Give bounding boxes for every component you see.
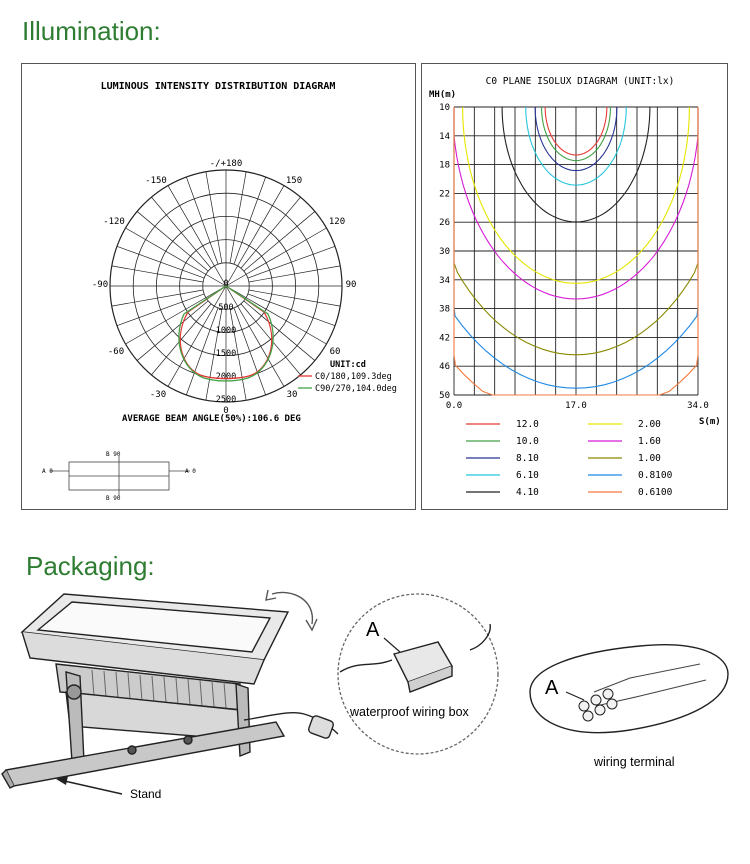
legend-c90: C90/270,104.0deg bbox=[315, 384, 397, 394]
isolux-y-tick: 10 bbox=[439, 103, 450, 113]
inset-right: A 0 bbox=[185, 468, 196, 475]
floodlight-drawing bbox=[2, 590, 338, 788]
isolux-y-tick: 50 bbox=[439, 391, 450, 401]
isolux-y-tick: 38 bbox=[439, 304, 450, 315]
wiring-terminal-drawing bbox=[530, 645, 728, 733]
polar-spoke bbox=[234, 308, 266, 395]
angle-label-m90: -90 bbox=[91, 280, 109, 290]
isolux-y-tick: 42 bbox=[439, 333, 450, 344]
isolux-legend-label: 1.60 bbox=[638, 436, 661, 447]
isolux-legend-label: 1.00 bbox=[638, 453, 661, 464]
polar-title: LUMINOUS INTENSITY DISTRIBUTION DIAGRAM bbox=[100, 81, 336, 92]
beam-angle: AVERAGE BEAM ANGLE(50%):106.6 DEG bbox=[122, 414, 301, 424]
isolux-y-tick: 18 bbox=[439, 160, 450, 171]
label-a-wiring-box: A bbox=[366, 619, 380, 641]
angle-label-60: 60 bbox=[329, 347, 341, 357]
isolux-x-tick: 0.0 bbox=[445, 401, 463, 411]
isolux-legend bbox=[466, 419, 673, 498]
angle-label-90: 90 bbox=[345, 280, 357, 290]
polar-spoke bbox=[151, 304, 211, 375]
isolux-legend-label: 10.0 bbox=[516, 436, 539, 447]
angle-label-0: 0 bbox=[223, 406, 229, 416]
isolux-diagram-panel bbox=[421, 63, 728, 510]
polar-spoke bbox=[230, 172, 246, 263]
isolux-legend-label: 8.10 bbox=[516, 453, 539, 464]
angle-label-180: -/+180 bbox=[209, 159, 243, 169]
inset-diagram bbox=[42, 451, 196, 502]
isolux-legend-label: 12.0 bbox=[516, 419, 539, 430]
polar-spoke bbox=[234, 177, 266, 264]
isolux-diagram bbox=[422, 64, 727, 509]
isolux-legend-label: 2.00 bbox=[638, 419, 661, 430]
ring-label-2500: 2500 bbox=[215, 395, 237, 405]
isolux-x-tick: 17.0 bbox=[565, 401, 587, 411]
polar-spoke bbox=[186, 308, 218, 395]
polar-spoke bbox=[137, 211, 208, 271]
isolux-ylabel: MH(m) bbox=[429, 90, 457, 100]
ring-label-500: 500 bbox=[218, 303, 234, 313]
polar-spoke bbox=[248, 246, 335, 278]
stand-pointer bbox=[56, 776, 122, 794]
polar-spoke bbox=[151, 197, 211, 268]
polar-spoke bbox=[249, 266, 340, 282]
illumination-heading: Illumination: bbox=[22, 16, 161, 46]
angle-label-150: 150 bbox=[285, 176, 303, 186]
polar-spoke bbox=[112, 290, 203, 306]
angle-label-30: 30 bbox=[286, 390, 298, 400]
angle-label-120: 120 bbox=[328, 217, 346, 227]
isolux-x-tick: 34.0 bbox=[687, 401, 709, 411]
isolux-y-tick: 34 bbox=[439, 275, 450, 286]
ring-label-0: 0 bbox=[223, 279, 229, 289]
ring-label-2000: 2000 bbox=[215, 372, 237, 382]
isolux-title: C0 PLANE ISOLUX DIAGRAM (UNIT:lx) bbox=[485, 76, 675, 87]
isolux-xlabel: S(m) bbox=[699, 417, 721, 427]
isolux-legend-label: 4.10 bbox=[516, 487, 539, 498]
inset-top: B 90 bbox=[106, 451, 121, 458]
stand-label: Stand bbox=[130, 787, 162, 801]
polar-spoke bbox=[244, 301, 315, 361]
isolux-legend-label: 0.8100 bbox=[638, 470, 673, 481]
waterproof-label: waterproof wiring box bbox=[350, 705, 469, 719]
isolux-y-tick: 14 bbox=[439, 131, 450, 142]
ring-label-1000: 1000 bbox=[215, 326, 237, 336]
terminal-label: wiring terminal bbox=[594, 755, 675, 769]
polar-diagram-panel bbox=[21, 63, 416, 510]
polar-spoke bbox=[249, 290, 340, 306]
polar-spoke bbox=[137, 301, 208, 361]
angle-label-m60: -60 bbox=[107, 347, 125, 357]
angle-label-m120: -120 bbox=[103, 217, 125, 227]
isolux-legend-label: 6.10 bbox=[516, 470, 539, 481]
packaging-heading: Packaging: bbox=[26, 551, 155, 581]
angle-label-m30: -30 bbox=[149, 390, 167, 400]
inset-left: A 0 bbox=[42, 468, 53, 475]
polar-spoke bbox=[186, 177, 218, 264]
isolux-grid bbox=[454, 107, 698, 395]
polar-spoke bbox=[241, 197, 301, 268]
isolux-ticks bbox=[439, 103, 709, 411]
inset-bottom: B 90 bbox=[106, 495, 121, 502]
polar-diagram bbox=[22, 64, 415, 509]
label-a-terminal: A bbox=[545, 677, 559, 699]
isolux-y-tick: 22 bbox=[439, 189, 450, 200]
ring-label-1500: 1500 bbox=[215, 349, 237, 359]
packaging-illustration bbox=[0, 580, 750, 864]
polar-spoke bbox=[206, 172, 222, 263]
isolux-y-tick: 30 bbox=[439, 247, 450, 257]
polar-spoke bbox=[241, 304, 301, 375]
legend-c0: C0/180,109.3deg bbox=[315, 372, 392, 382]
isolux-legend-label: 0.6100 bbox=[638, 487, 673, 498]
angle-label-m150: -150 bbox=[145, 176, 167, 186]
isolux-y-tick: 46 bbox=[439, 362, 450, 373]
isolux-y-tick: 26 bbox=[439, 218, 450, 229]
polar-spoke bbox=[112, 266, 203, 282]
polar-spoke bbox=[117, 246, 204, 278]
polar-spoke bbox=[244, 211, 315, 271]
wiring-box-zoom bbox=[338, 594, 498, 754]
unit-label: UNIT:cd bbox=[330, 360, 366, 370]
